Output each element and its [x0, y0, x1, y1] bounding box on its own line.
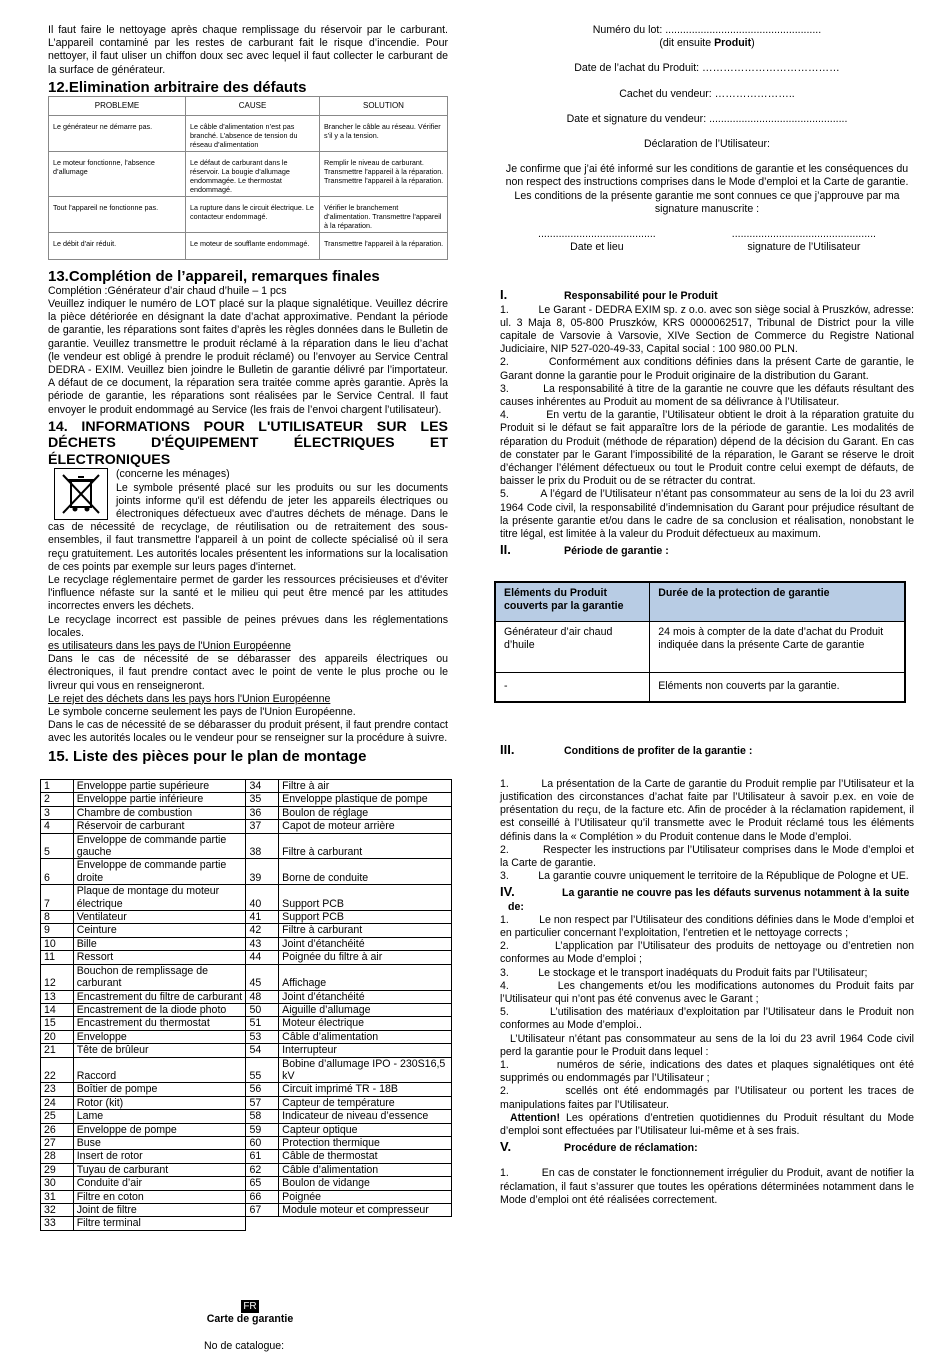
part-label: Support PCB [279, 911, 452, 924]
section-14-body: Le symbole présenté placé sur les produits ou sur les documents joints informe qu'il est défendu de jeter les appareils électriques ou électroniques défectueux avec d'autres déchets de ménage. Dans le cas de nécessité de recyclage, de réutilisation ou de retraitement des sous-ensembles, il faut transmettre l'appareil à un point de collecte spécialisé où il sera reçu gratuitement. Les autorités locales présentent les informations sur la localisation de ces points par exemple sur leurs pages d'internet. [48, 481, 448, 573]
clause-item: 2. Respecter les instructions par l’Utilisateur comprises dans le Mode d’emploi et la Carte de garantie. [500, 843, 917, 869]
parts-row [41, 1217, 452, 1230]
part-label: Chambre de combustion [73, 806, 246, 819]
clause-item: 4. En vertu de la garantie, l’Utilisateur obtient le droit à la réparation gratuite du Produit si le défaut se fait apparaître lors de la période de garantie. Les modalités de réparation du Produit (méthode de réparation) dépend de la décision du Garant. En cas de constater par le Garant l’impossibilité de la réparation, le Garant se réserve le droit d’échanger l’élément défectueux ou tout le Produit contre celui exempt de défauts, de baisser le prix du Produit ou de se rétracter du contrat. [500, 409, 917, 488]
part-label: Insert de rotor [73, 1150, 246, 1163]
clause-item: 1. La présentation de la Carte de garantie du Produit remplie par l’Utilisateur et la justification des circonstances d’achat faite par l’Utilisateur à savoir p.ex. en voie de présentation du reçu, de la facture etc. Afin de procéder à la réclamation rapidement, il est conseillé à l’Utilisateur qu’il transmette avec le Produit réclamé tous les éléments définis dans la « Complétion » du Produit contenue dans le Mode d’emploi. [500, 777, 917, 843]
part-number: 60 [246, 1136, 279, 1149]
part-number: 45 [246, 964, 279, 990]
part-number: 2 [41, 793, 74, 806]
part-label: Enveloppe plastique de pompe [279, 793, 452, 806]
seller-stamp: Cachet du vendeur: ………………….. [619, 87, 795, 100]
section-V-items [500, 1167, 917, 1207]
guar-row2-element: - [495, 672, 650, 702]
part-number: 20 [41, 1030, 74, 1043]
part-number: 23 [41, 1083, 74, 1096]
parts-row [41, 1163, 452, 1176]
defects-cell: Le défaut de carburant dans le réservoir. La bougie d’allumage endommagée. Le thermostat endommagé. [186, 151, 320, 196]
part-label: Filtre à air [279, 780, 452, 793]
section-I-header: I. Responsabilité pour le Produit [500, 287, 718, 303]
part-number: 24 [41, 1096, 74, 1109]
parts-row [41, 1096, 452, 1109]
part-label: Joint d’étanchéité [279, 937, 452, 950]
part-number: 62 [246, 1163, 279, 1176]
part-number: 65 [246, 1177, 279, 1190]
lot-number: Numéro du lot: ..................................................... [592, 24, 822, 36]
part-label: Joint de filtre [73, 1204, 246, 1217]
defects-row [49, 196, 448, 232]
clause-item: 5. L’utilisation des matériaux d’exploitation par l’Utilisateur dans le Produit non conformes au Mode d’emploi.. [500, 1006, 917, 1032]
part-label: Borne de conduite [279, 859, 452, 885]
part-label: Module moteur et compresseur [279, 1204, 452, 1217]
clause-item: 1. En cas de constater le fonctionnement irrégulier du Produit, avant de notifier la réclamation, il faut s’assurer que toutes les opérations déterminées notamment dans le Mode d’emploi ont été réalisées correctement. [500, 1167, 917, 1206]
part-label [279, 1217, 452, 1230]
part-label: Interrupteur [279, 1044, 452, 1057]
parts-row [41, 793, 452, 806]
section-14-p5: Le symbole concerne seulement les pays de l'Union Européenne. [48, 706, 356, 718]
part-number: 57 [246, 1096, 279, 1109]
part-number: 27 [41, 1136, 74, 1149]
part-label: Aiguille d’allumage [279, 1003, 452, 1016]
left-column [48, 24, 448, 765]
cleaning-intro: Il faut faire le nettoyage après chaque remplissage du réservoir par le carburant. L’appareil contaminé par les restes de carburant fait le risque d’incendie. Pour nettoyer, il faut uliser un chiffon doux sec avec lequel il faut collecter le carburant de la surface de générateur. [48, 24, 448, 76]
part-number: 10 [41, 937, 74, 950]
part-number: 37 [246, 820, 279, 833]
part-label: Ceinture [73, 924, 246, 937]
part-label: Tête de brûleur [73, 1044, 246, 1057]
parts-row [41, 1110, 452, 1123]
part-number: 54 [246, 1044, 279, 1057]
part-label: Poignée du filtre à air [279, 951, 452, 964]
section-15-title: 15. Liste des pièces pour le plan de montage [48, 747, 367, 765]
user-signature-line: ................................................. [731, 228, 876, 241]
part-number: 56 [246, 1083, 279, 1096]
part-number: 34 [246, 780, 279, 793]
part-label: Encastrement de la diode photo [73, 1003, 246, 1016]
part-label: Raccord [73, 1057, 246, 1083]
guar-header-elements: Eléments du Produit couverts par la garantie [495, 582, 650, 622]
part-number: 61 [246, 1150, 279, 1163]
part-number: 14 [41, 1003, 74, 1016]
part-label: Circuit imprimé TR - 18B [279, 1083, 452, 1096]
user-declaration-title: Déclaration de l’Utilisateur: [643, 138, 770, 151]
attention-note: Attention! Les opérations d’entretien quotidiennes du Produit résultant du Mode d’emploi sont effectuées par l’Utilisateur lui-même et à ses frais. [500, 1111, 914, 1137]
parts-row [41, 937, 452, 950]
parts-row [41, 885, 452, 911]
part-label: Ventilateur [73, 911, 246, 924]
part-number: 26 [41, 1123, 74, 1136]
parts-row [41, 1190, 452, 1203]
part-number: 22 [41, 1057, 74, 1083]
part-label: Indicateur de niveau d’essence [279, 1110, 452, 1123]
defects-header: CAUSE [186, 96, 320, 115]
right-column [500, 24, 917, 1207]
clause-item: 3. La garantie couvre uniquement le territoire de la République de Pologne et UE. [500, 870, 909, 883]
part-label: Filtre à carburant [279, 833, 452, 859]
part-label: Capot de moteur arrière [279, 820, 452, 833]
crossed-bin-icon [54, 468, 108, 520]
part-label: Buse [73, 1136, 246, 1149]
parts-row [41, 1136, 452, 1149]
part-number [246, 1217, 279, 1230]
defects-row [49, 151, 448, 196]
part-number: 6 [41, 859, 74, 885]
part-label: Câble de thermostat [279, 1150, 452, 1163]
defects-table [48, 96, 448, 260]
part-number: 25 [41, 1110, 74, 1123]
part-number: 39 [246, 859, 279, 885]
part-number: 42 [246, 924, 279, 937]
part-number: 3 [41, 806, 74, 819]
part-label: Capteur de température [279, 1096, 452, 1109]
part-number: 38 [246, 833, 279, 859]
part-label: Encastrement du filtre de carburant [73, 990, 246, 1003]
clause-item: 3. Le stockage et le transport inadéquats du Produit faits par l’Utilisateur; [500, 966, 868, 979]
parts-row [41, 1177, 452, 1190]
defects-row [49, 115, 448, 151]
clause-item: 1. numéros de série, indications des dates et plaques signalétiques ont été supprimés ou endommagés par l’Utilisateur ; [500, 1058, 917, 1085]
part-label: Enveloppe partie inférieure [73, 793, 246, 806]
defects-header: SOLUTION [320, 96, 448, 115]
parts-row [41, 833, 452, 859]
defects-header: PROBLEME [49, 96, 186, 115]
part-label: Boîtier de pompe [73, 1083, 246, 1096]
section-14-title: 14. INFORMATIONS POUR L'UTILISATEUR SUR LES DÉCHETS D'ÉQUIPEMENT ÉLECTRIQUES ET ÉLECTRONIQUES [48, 418, 448, 468]
parts-row [41, 1057, 452, 1083]
seller-signature: Date et signature du vendeur: ............................................... [566, 112, 848, 125]
part-number: 11 [41, 951, 74, 964]
part-number: 12 [41, 964, 74, 990]
part-label: Poignée [279, 1190, 452, 1203]
defects-cell: Le générateur ne démarre pas. [49, 115, 186, 151]
parts-row [41, 951, 452, 964]
section-14-p4: Dans le cas de nécessité de se débarasser des appareils électriques ou électroniques, il faut prendre contact avec le point de vente le plus proche ou le livreur qui vous en renseigneront. [48, 653, 448, 692]
part-label: Enveloppe partie supérieure [73, 780, 246, 793]
clause-item: 4. Les changements et/ou les modifications autonomes du Produit faits par l’Utilisateur qui n’ont pas été convenus avec le Garant ; [500, 979, 917, 1005]
non-consumer-note: L’Utilisateur n’étant pas consommateur au sens de la loi du 23 avril 1964 Code civil perd la garantie pour le Produit dans lequel : [500, 1032, 914, 1058]
section-III-items [500, 777, 917, 884]
part-label: Affichage [279, 964, 452, 990]
parts-row [41, 990, 452, 1003]
parts-row [41, 1017, 452, 1030]
guar-row1-duration: 24 mois à compter de la date d’achat du Produit indiquée dans la présente Carte de garantie [650, 621, 905, 672]
guarantee-period-table [494, 581, 906, 703]
part-label: Capteur optique [279, 1123, 452, 1136]
signature-lines [500, 228, 914, 254]
parts-row [41, 1044, 452, 1057]
parts-row [41, 924, 452, 937]
section-13-subtitle: Complétion :Générateur d’air chaud d’huile – 1 pcs [48, 284, 287, 297]
part-number: 55 [246, 1057, 279, 1083]
part-number: 59 [246, 1123, 279, 1136]
clause-item: 2. scellés ont été endommagés par l’Utilisateur ou portent les traces de manipulations faites par l’Utilisateur. [500, 1085, 917, 1111]
clause-item: 5. A l’égard de l’Utilisateur n’étant pas consommateur au sens de la loi du 23 avril 1964 Code civil, la responsabilité d’indemnisation du Garant pour préjudice résultant de la présente garantie et/ou dans le cadre de sa conclusion et réalisation, nonobstant le titre légal, est limitée à la valeur du Produit défectueux au maximum. [500, 488, 917, 541]
part-number: 35 [246, 793, 279, 806]
section-13-title: 13.Complétion de l’appareil, remarques finales [48, 267, 380, 285]
part-label: Tuyau de carburant [73, 1163, 246, 1176]
parts-row [41, 964, 452, 990]
part-number: 67 [246, 1204, 279, 1217]
part-number: 48 [246, 990, 279, 1003]
part-label: Bobine d’allumage IPO - 230S16,5 kV [279, 1057, 452, 1083]
guar-row1-element: Générateur d’air chaud d’huile [495, 621, 650, 672]
part-number: 4 [41, 820, 74, 833]
part-number: 36 [246, 806, 279, 819]
part-number: 7 [41, 885, 74, 911]
part-label: Câble d’alimentation [279, 1163, 452, 1176]
parts-row [41, 820, 452, 833]
part-label: Boulon de réglage [279, 806, 452, 819]
part-label: Filtre à carburant [279, 924, 452, 937]
part-label: Enveloppe [73, 1030, 246, 1043]
guar-row2-duration: Eléments non couverts par la garantie. [650, 672, 905, 702]
part-label: Lame [73, 1110, 246, 1123]
parts-row [41, 1030, 452, 1043]
part-number: 29 [41, 1163, 74, 1176]
part-number: 53 [246, 1030, 279, 1043]
part-number: 51 [246, 1017, 279, 1030]
part-number: 5 [41, 833, 74, 859]
defects-cell: Tout l’appareil ne fonctionne pas. [49, 196, 186, 232]
guar-header-duration: Durée de la protection de garantie [650, 582, 905, 622]
defects-cell: Le moteur fonctionne, l’absence d’allumage [49, 151, 186, 196]
part-label: Support PCB [279, 885, 452, 911]
section-14-p2: Le recyclage réglementaire permet de garder les ressources précisieuses et d'éviter l'influence néfaste sur la santé et le milieu qui peut être mencé par les attitudes incorrectes envers les déchets. [48, 573, 448, 613]
part-number: 58 [246, 1110, 279, 1123]
part-label: Plaque de montage du moteur électrique [73, 885, 246, 911]
part-number: 21 [41, 1044, 74, 1057]
clause-item: 2. L’application par l’Utilisateur des produits de nettoyage ou d’entretien non conformes au Mode d’emploi ; [500, 940, 917, 966]
defects-cell: Brancher le câble au réseau. Vérifier s’il y a la tension. [320, 115, 448, 151]
part-label: Boulon de vidange [279, 1177, 452, 1190]
clause-item: 3. La responsabilité à titre de la garantie ne couvre que les défauts résultant des causes inhérentes au Produit au moment de sa délivrance à l’Utilisateur. [500, 382, 917, 409]
user-signature-label: signature de l’Utilisateur [747, 241, 861, 254]
part-number: 28 [41, 1150, 74, 1163]
section-V-header: V. Procédure de réclamation: [500, 1139, 698, 1155]
part-label: Moteur électrique [279, 1017, 452, 1030]
part-label: Conduite d’air [73, 1177, 246, 1190]
warranty-card-heading [200, 1300, 300, 1326]
part-number: 44 [246, 951, 279, 964]
defects-cell: Vérifier le branchement d’alimentation. Transmettre l’appareil à la réparation. [320, 196, 448, 232]
part-label: Enveloppe de commande partie droite [73, 859, 246, 885]
part-number: 9 [41, 924, 74, 937]
section-14-eu-heading: es utilisateurs dans les pays de l'Union Européenne [48, 639, 291, 652]
part-label: Rotor (kit) [73, 1096, 246, 1109]
parts-table [40, 779, 452, 1231]
fr-badge: FR [243, 1301, 257, 1312]
part-label: Bouchon de remplissage de carburant [73, 964, 246, 990]
parts-row [41, 780, 452, 793]
parts-row [41, 1083, 452, 1096]
part-label: Bille [73, 937, 246, 950]
section-III-header: III. Conditions de profiter de la garantie : [500, 741, 753, 757]
clause-item: 1. Le non respect par l’Utilisateur des conditions définies dans le Mode d’emploi et en particulier concernant l’exploitation, l’entretien et le nettoyage corrects ; [500, 913, 917, 939]
date-place-label: Date et lieu [570, 241, 624, 254]
defects-row [49, 232, 448, 259]
clause-item: 2. Conformément aux conditions définies dans la présent Carte de garantie, le Garant donne la garantie pour le Produit originaire de la distribution du Garant. [500, 356, 917, 382]
user-confirmation: Je confirme que j’ai été informé sur les conditions de garantie et les conséquences du non respect des instructions comprises dans le Mode d’emploi et la Carte de garantie. Les conditions de la présente garantie me sont connues ce que j’approuve par ma signature manuscrite : [505, 163, 909, 215]
part-number: 31 [41, 1190, 74, 1203]
part-number: 32 [41, 1204, 74, 1217]
date-place-line: ........................................ [538, 228, 656, 241]
defects-cell: Le moteur de soufflante endommagé. [186, 232, 320, 259]
part-label: Ressort [73, 951, 246, 964]
parts-row [41, 1123, 452, 1136]
part-number: 43 [246, 937, 279, 950]
produit-note: (dit ensuite Produit) [659, 37, 755, 50]
part-number: 30 [41, 1177, 74, 1190]
section-II-header: II. Période de garantie : [500, 542, 669, 558]
purchase-date: Date de l’achat du Produit: ………………………………… [574, 62, 840, 75]
section-I-items [500, 303, 917, 542]
section-IV-header: IV. La garantie ne couvre pas les défauts survenus notamment à la suite de: [500, 884, 910, 913]
defects-cell: Remplir le niveau de carburant. Transmettre l’appareil à la réparation. Transmettre l’appareil à la réparation. [320, 151, 448, 196]
section-14-p3: Le recyclage incorrect est passible de peines prévues dans les réglementations locales. [48, 613, 448, 639]
part-number: 66 [246, 1190, 279, 1203]
part-label: Filtre terminal [73, 1217, 246, 1230]
part-label: Câble d’alimentation [279, 1030, 452, 1043]
part-number: 1 [41, 780, 74, 793]
parts-row [41, 806, 452, 819]
parts-row [41, 1204, 452, 1217]
part-label: Réservoir de carburant [73, 820, 246, 833]
defects-cell: Le débit d’air réduit. [49, 232, 186, 259]
section-14-menages: (concerne les ménages) [116, 468, 230, 481]
warranty-card-title: Carte de garantie [206, 1313, 294, 1325]
section-IV-items-2 [500, 1058, 917, 1112]
clause-item: 1. Le Garant - DEDRA EXIM sp. z o.o. avec son siège social à Pruszków, adresse: ul. 3 Maja 8, 05-800 Pruszków, KRS 0000062517, Tribunal de District pour la ville capitale de Varsovie à Varsovie, XIVe Section de Commerce du Registre National Judiciaire, NIP 527-020-49-33, Capital social : 100 980.00 PLN. [500, 303, 917, 356]
catalogue-number: No de catalogue: [204, 1340, 285, 1352]
part-label: Encastrement du thermostat [73, 1017, 246, 1030]
defects-cell: Le câble d’alimentation n’est pas branché. L’absence de tension du réseau d’alimentation [186, 115, 320, 151]
part-number: 33 [41, 1217, 74, 1230]
part-label: Enveloppe de commande partie gauche [73, 833, 246, 859]
part-number: 8 [41, 911, 74, 924]
part-label: Joint d’étanchéité [279, 990, 452, 1003]
section-IV-items [500, 913, 917, 1033]
part-number: 13 [41, 990, 74, 1003]
parts-row [41, 1003, 452, 1016]
section-14-p6: Dans le cas de nécessité de se débarasser du produit présent, il faut prendre contact avec les autorités locales ou le vendeur pour se renseigner sur la procédure à suivre. [48, 719, 448, 745]
parts-row [41, 1150, 452, 1163]
part-number: 50 [246, 1003, 279, 1016]
part-number: 41 [246, 911, 279, 924]
parts-row [41, 859, 452, 885]
defects-cell: La rupture dans le circuit électrique. Le contacteur endommagé. [186, 196, 320, 232]
part-label: Filtre en coton [73, 1190, 246, 1203]
part-number: 15 [41, 1017, 74, 1030]
section-13-body: Veuillez indiquer le numéro de LOT placé sur la plaque signalétique. Veuillez décrire la pièce détériorée en désignant la date d’achat approximative. Pendant la période de garantie, les réparations sont faites d’après les règles données dans le Bulletin de garantie. Veuillez transmettre le produit réclamé à la réparation dans le lieu d’achat (le vendeur est obligé à prendre le produit réclamé) ou l’envoyer au Service Central DEDRA - EXIM. Veuillez bien joindre le Bulletin de garantie délivré par l’importateur. A défaut de ce document, la réparation sera traitée comme après garantie. Après la période de garantie, les réparations sont réalisées par le Service Central. Il faut envoyer le produit endommagé au Service (les frais de l’envoi chargent l’utilisateur). [48, 298, 448, 416]
part-label: Enveloppe de pompe [73, 1123, 246, 1136]
section-14-noneu-heading: Le rejet des déchets dans les pays hors l'Union Européenne [48, 692, 331, 705]
defects-cell: Transmettre l’appareil à la réparation. [320, 232, 448, 259]
part-number: 40 [246, 885, 279, 911]
part-label: Protection thermique [279, 1136, 452, 1149]
section-12-title: 12.Elimination arbitraire des défauts [48, 78, 307, 96]
parts-row [41, 911, 452, 924]
